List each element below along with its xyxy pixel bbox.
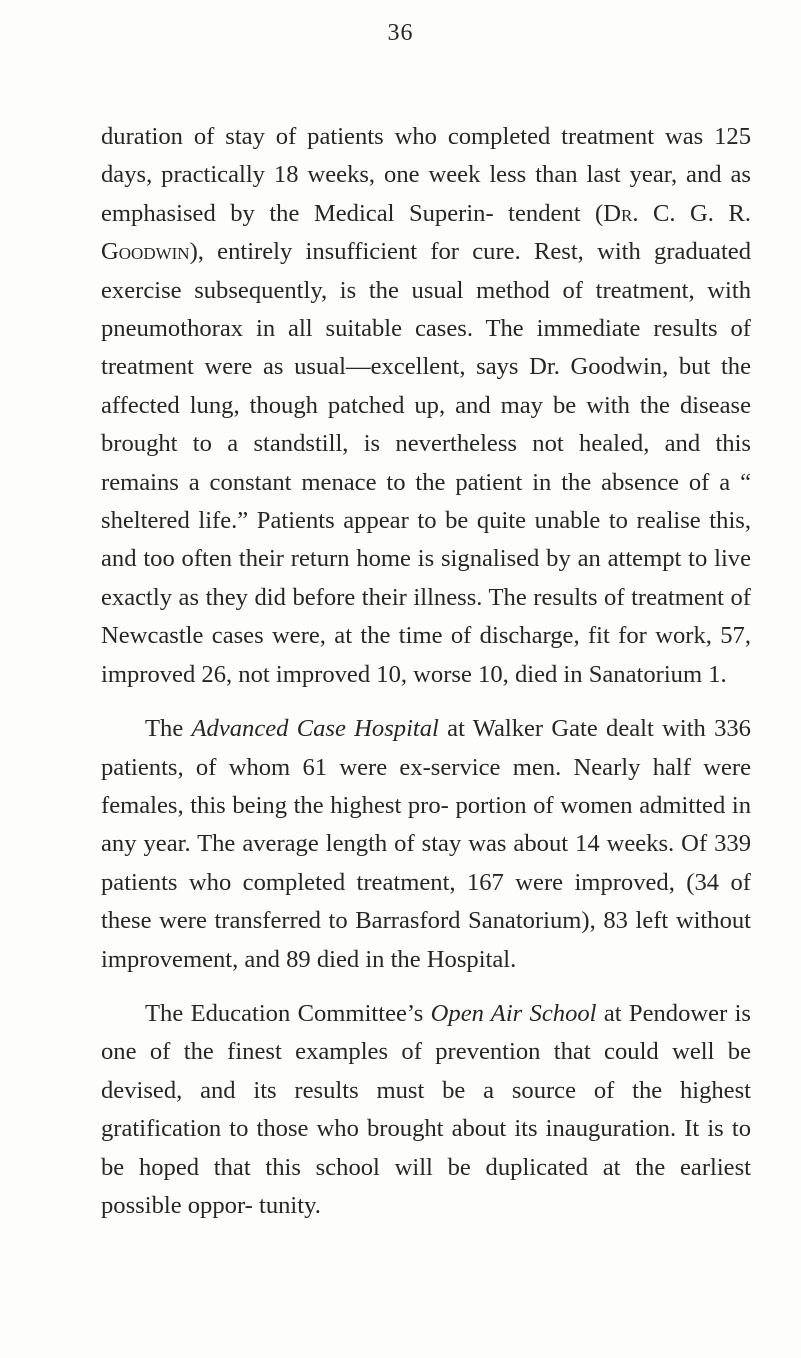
paragraph-1	[101, 118, 751, 694]
paragraph-2	[101, 710, 751, 979]
open-air-school: Open Air School	[430, 999, 597, 1027]
paragraph-2-text-b: at Walker Gate dealt with 336 patients, of whom 61 were ex-service men. Nearly half were females, this being the highest pro- portion of women admitted in any year. The average length of stay was about 14 weeks. Of 339 patients who completed treatment, 167 were improved, (34 of these were transferred to Barrasford Sanatorium), 83 left without improvement, and 89 died in the Hospital.	[101, 715, 751, 973]
page-number: 36	[387, 20, 414, 46]
paragraph-1-text-a: duration of stay of patients who completed treatment was 125 days, practically 18 weeks, one week less than last year, and as emphasised by the Medical Superin- tendent (	[101, 123, 751, 227]
paragraph-3	[101, 995, 751, 1225]
advanced-case-hospital: Advanced Case Hospital	[191, 715, 439, 743]
body-text	[101, 118, 751, 1225]
paragraph-1-text-b: ), entirely insufficient for cure. Rest, with graduated exercise subsequently, is the usual method of treatment, with pneumothorax in all suitable cases. The immediate results of treatment were as usual—excellent, says Dr. Goodwin, but the affected lung, though patched up, and may be with the disease brought to a standstill, is nevertheless not healed, and this remains a constant menace to the patient in the absence of a “ sheltered life.” Patients appear to be quite unable to realise this, and too often their return home is signalised by an attempt to live exactly as they did before their illness. The results of treatment of Newcastle cases were, at the time of discharge, fit for work, 57, improved 26, not improved 10, worse 10, died in Sanatorium 1.	[101, 238, 751, 688]
paragraph-3-text-a: The Education Committee’s	[145, 999, 431, 1027]
paragraph-2-text-a: The	[145, 715, 192, 743]
superintendent-name: Dr. C. G. R. Goodwin	[101, 199, 751, 266]
paragraph-3-text-b: at Pendower is one of the finest examples of prevention that could well be devised, and its results must be a source of the highest gratification to those who brought about its inauguration. It is to be hoped that this school will be duplicated at the earliest possible oppor- tunity.	[101, 999, 751, 1219]
